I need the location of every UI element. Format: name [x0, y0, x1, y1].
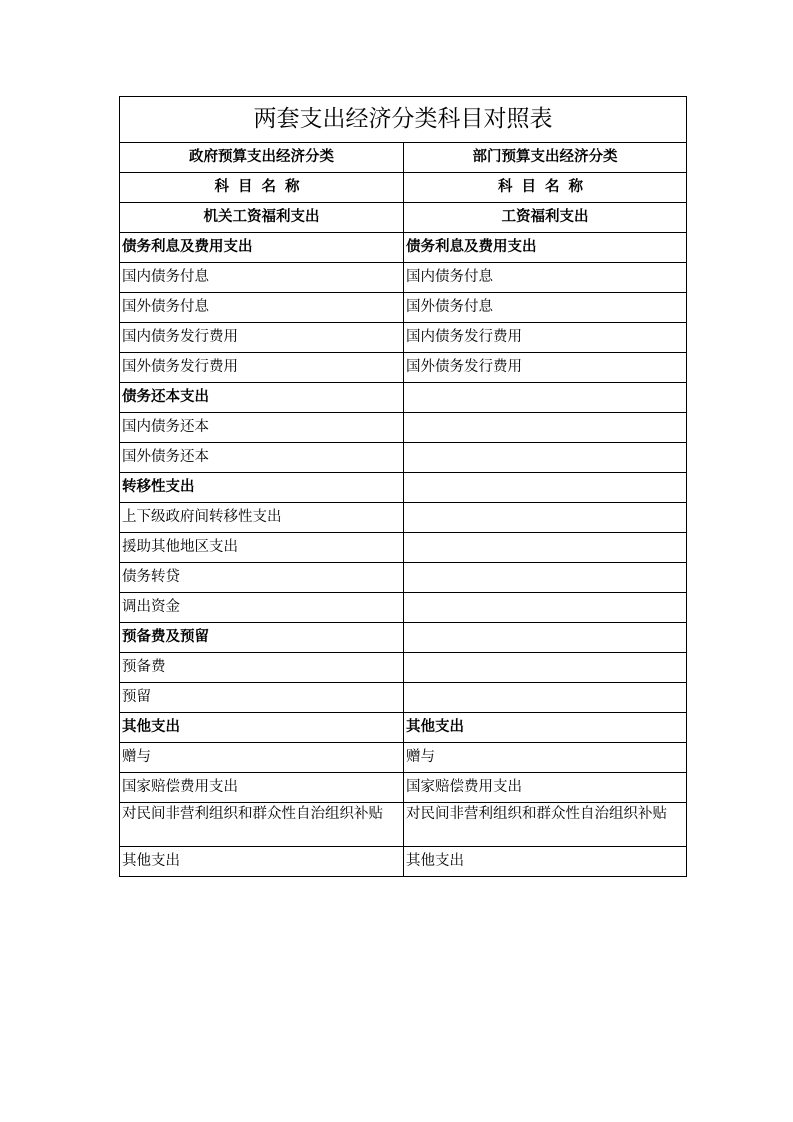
item-cell-left: 国外债务发行费用 [120, 353, 404, 383]
empty-cell-right [404, 593, 687, 623]
table-row [120, 713, 687, 743]
item-cell-left: 援助其他地区支出 [120, 533, 404, 563]
header-row [120, 143, 687, 173]
header-government-budget: 政府预算支出经济分类 [120, 143, 404, 173]
item-cell-left: 债务转贷 [120, 563, 404, 593]
item-cell-right: 其他支出 [404, 847, 687, 877]
empty-cell-right [404, 533, 687, 563]
section-header-right: 工资福利支出 [404, 203, 687, 233]
table-row [120, 653, 687, 683]
table-row [120, 563, 687, 593]
title-row [120, 97, 687, 143]
item-cell-right: 国内债务发行费用 [404, 323, 687, 353]
item-cell-left: 赠与 [120, 743, 404, 773]
table-row [120, 293, 687, 323]
section-header-left: 机关工资福利支出 [120, 203, 404, 233]
item-cell-right: 国外债务付息 [404, 293, 687, 323]
item-cell-left: 国内债务还本 [120, 413, 404, 443]
table-row [120, 383, 687, 413]
item-cell-right: 对民间非营利组织和群众性自治组织补贴 [404, 803, 687, 847]
table-row [120, 473, 687, 503]
empty-cell-right [404, 383, 687, 413]
category-cell-left: 债务利息及费用支出 [120, 233, 404, 263]
subheader-row [120, 173, 687, 203]
section-header-row [120, 203, 687, 233]
item-cell-right: 国家赔偿费用支出 [404, 773, 687, 803]
item-cell-left: 国内债务付息 [120, 263, 404, 293]
table-row [120, 533, 687, 563]
item-cell-left: 其他支出 [120, 847, 404, 877]
item-cell-left: 国内债务发行费用 [120, 323, 404, 353]
empty-cell-right [404, 683, 687, 713]
category-cell-left: 其他支出 [120, 713, 404, 743]
empty-cell-right [404, 653, 687, 683]
table-row [120, 413, 687, 443]
comparison-table [119, 96, 687, 877]
table-row [120, 593, 687, 623]
table-title: 两套支出经济分类科目对照表 [120, 97, 687, 143]
table-row [120, 773, 687, 803]
table-row [120, 323, 687, 353]
item-cell-left: 对民间非营利组织和群众性自治组织补贴 [120, 803, 404, 847]
empty-cell-right [404, 473, 687, 503]
category-cell-left: 预备费及预留 [120, 623, 404, 653]
table-row [120, 623, 687, 653]
empty-cell-right [404, 443, 687, 473]
item-cell-left: 预留 [120, 683, 404, 713]
category-cell-left: 转移性支出 [120, 473, 404, 503]
table-row [120, 503, 687, 533]
item-cell-left: 国家赔偿费用支出 [120, 773, 404, 803]
category-cell-right: 其他支出 [404, 713, 687, 743]
item-cell-right: 国内债务付息 [404, 263, 687, 293]
header-department-budget: 部门预算支出经济分类 [404, 143, 687, 173]
item-cell-left: 调出资金 [120, 593, 404, 623]
item-cell-left: 上下级政府间转移性支出 [120, 503, 404, 533]
table-row [120, 353, 687, 383]
item-cell-left: 国外债务还本 [120, 443, 404, 473]
subheader-right: 科目名称 [404, 173, 687, 203]
table-row [120, 443, 687, 473]
empty-cell-right [404, 623, 687, 653]
table-row [120, 847, 687, 877]
table-row [120, 263, 687, 293]
item-cell-right: 国外债务发行费用 [404, 353, 687, 383]
item-cell-left: 国外债务付息 [120, 293, 404, 323]
empty-cell-right [404, 503, 687, 533]
subheader-left: 科目名称 [120, 173, 404, 203]
empty-cell-right [404, 563, 687, 593]
table-row [120, 743, 687, 773]
empty-cell-right [404, 413, 687, 443]
item-cell-left: 预备费 [120, 653, 404, 683]
item-cell-right: 赠与 [404, 743, 687, 773]
category-cell-left: 债务还本支出 [120, 383, 404, 413]
category-cell-right: 债务利息及费用支出 [404, 233, 687, 263]
table-row [120, 803, 687, 847]
table-row [120, 233, 687, 263]
table-row [120, 683, 687, 713]
